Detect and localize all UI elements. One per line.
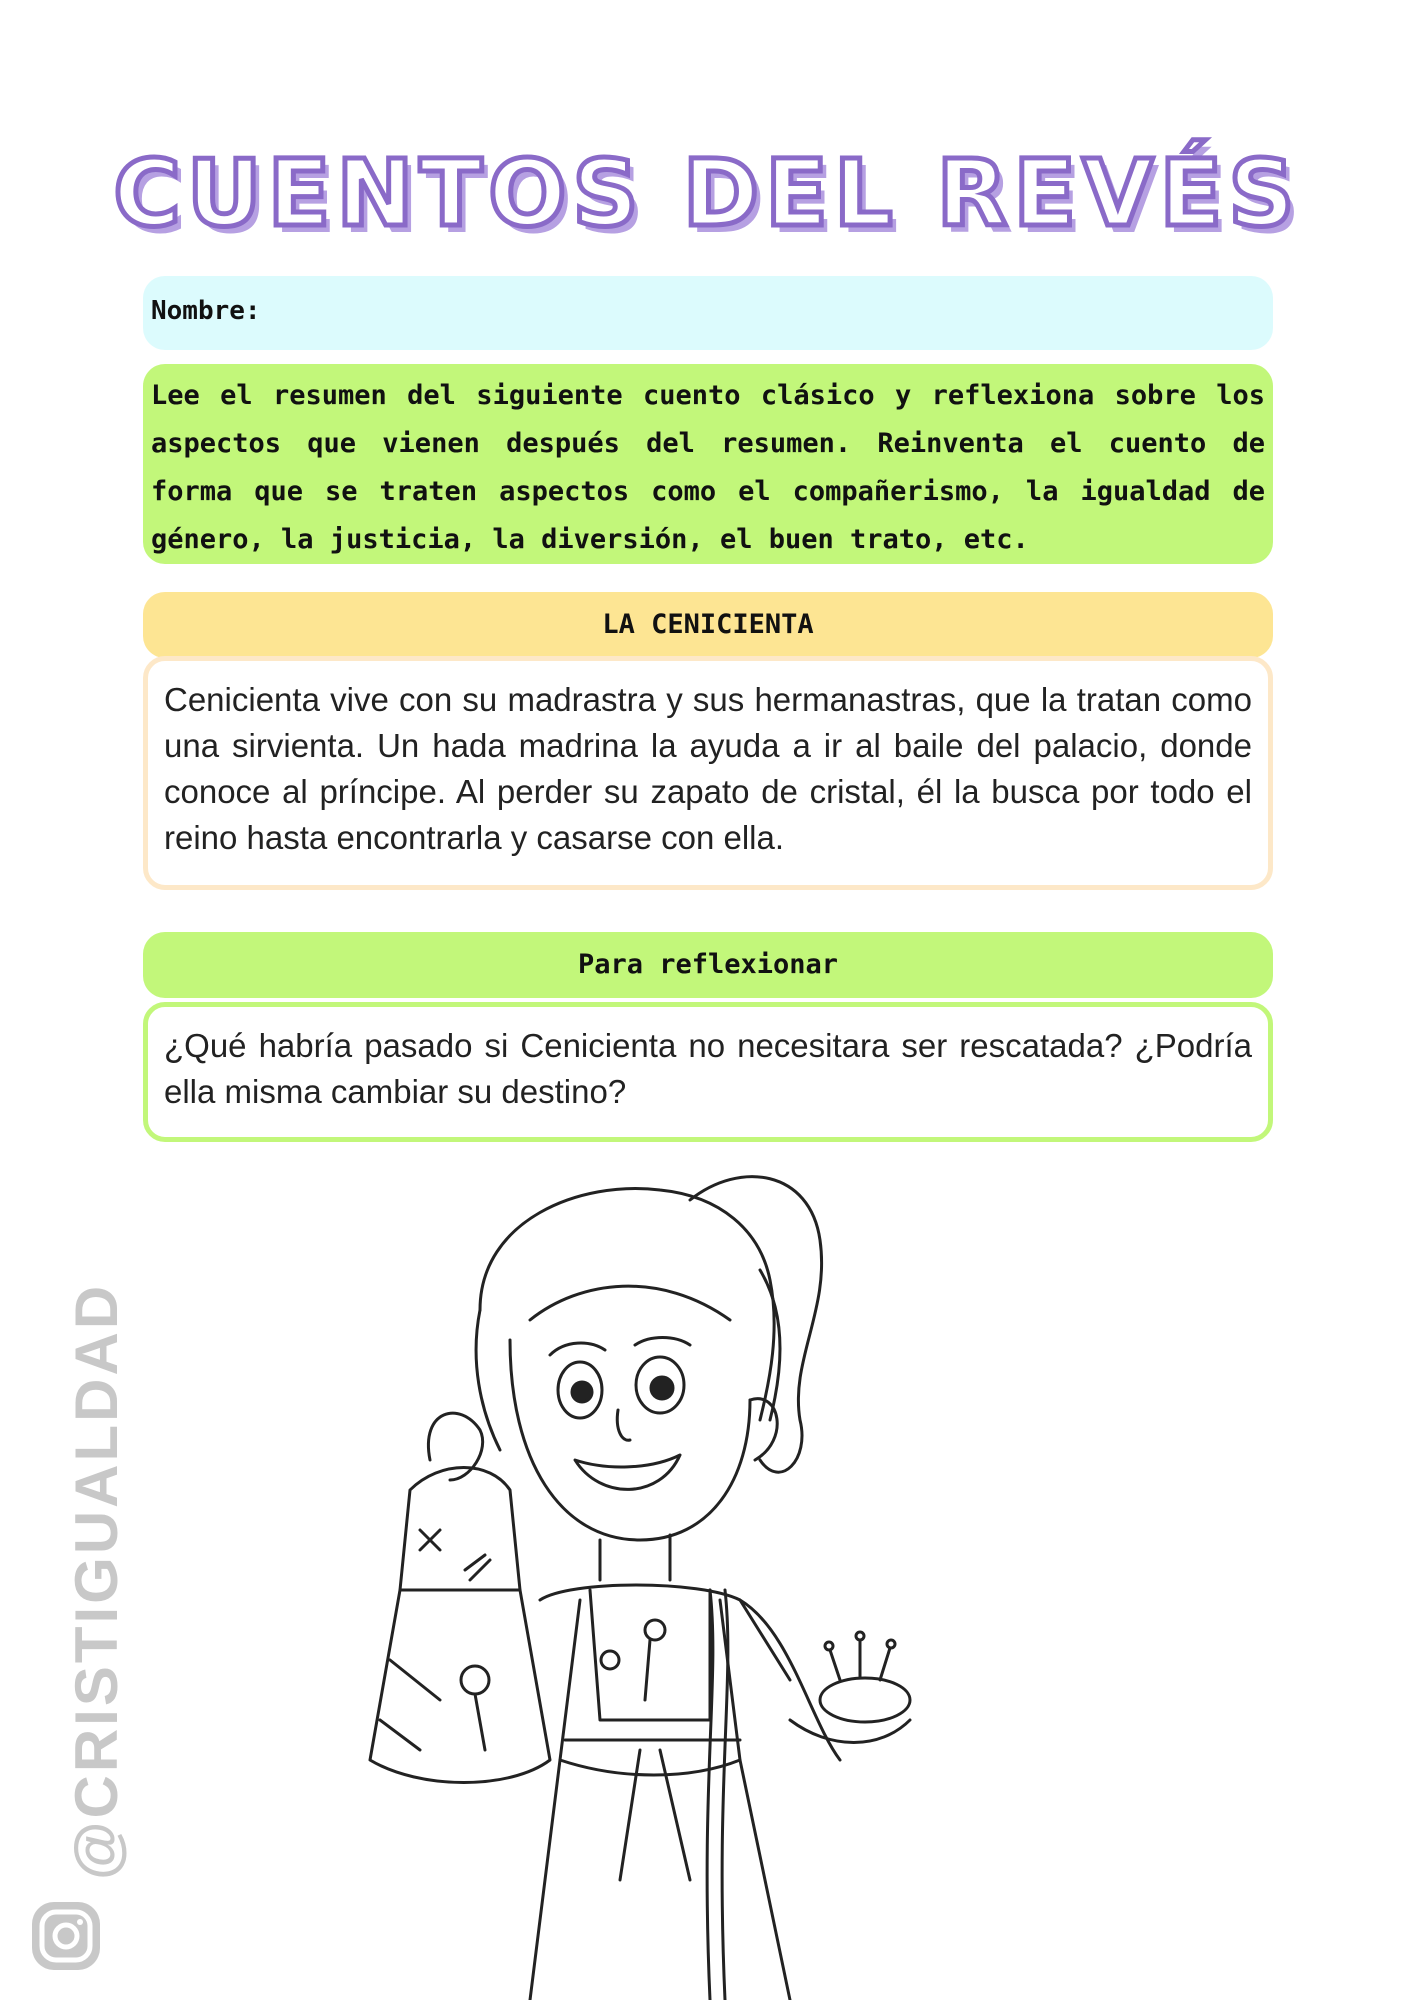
page-title: CUENTOS DEL REVÉS: [113, 140, 1301, 247]
reflection-question: ¿Qué habría pasado si Cenicienta no necesitara ser rescatada? ¿Podría ella misma cambiar su destino?: [164, 1027, 1252, 1110]
reflection-box: [143, 1002, 1273, 1142]
story-summary: Cenicienta vive con su madrastra y sus hermanastras, que la tratan como una sirvienta. Un hada madrina la ayuda a ir al baile del palacio, donde conoce al príncipe. Al perder su zapato de cristal, él la busca por todo el reino hasta encontrarla y casarse con ella.: [164, 681, 1252, 856]
instructions-box: [143, 364, 1273, 564]
story-summary-box: [143, 656, 1273, 890]
name-field[interactable]: [143, 276, 1273, 350]
name-label: Nombre:: [151, 296, 261, 326]
watermark-handle: @CRISTIGUALDAD: [63, 1282, 130, 1880]
instructions-text: Lee el resumen del siguiente cuento clásico y reflexiona sobre los aspectos que vienen después del resumen. Reinventa el cuento de forma que se traten aspectos como el compañerismo, la igualdad de género, la justicia, la diversión, el buen trato, etc.: [151, 380, 1265, 555]
instagram-icon: [28, 1898, 104, 1974]
reflection-header: [143, 932, 1273, 998]
girl-coloring-illustration: [360, 1160, 1020, 2000]
story-title: LA CENICIENTA: [602, 609, 814, 640]
reflection-title: Para reflexionar: [577, 949, 839, 980]
story-title-header: [143, 592, 1273, 658]
